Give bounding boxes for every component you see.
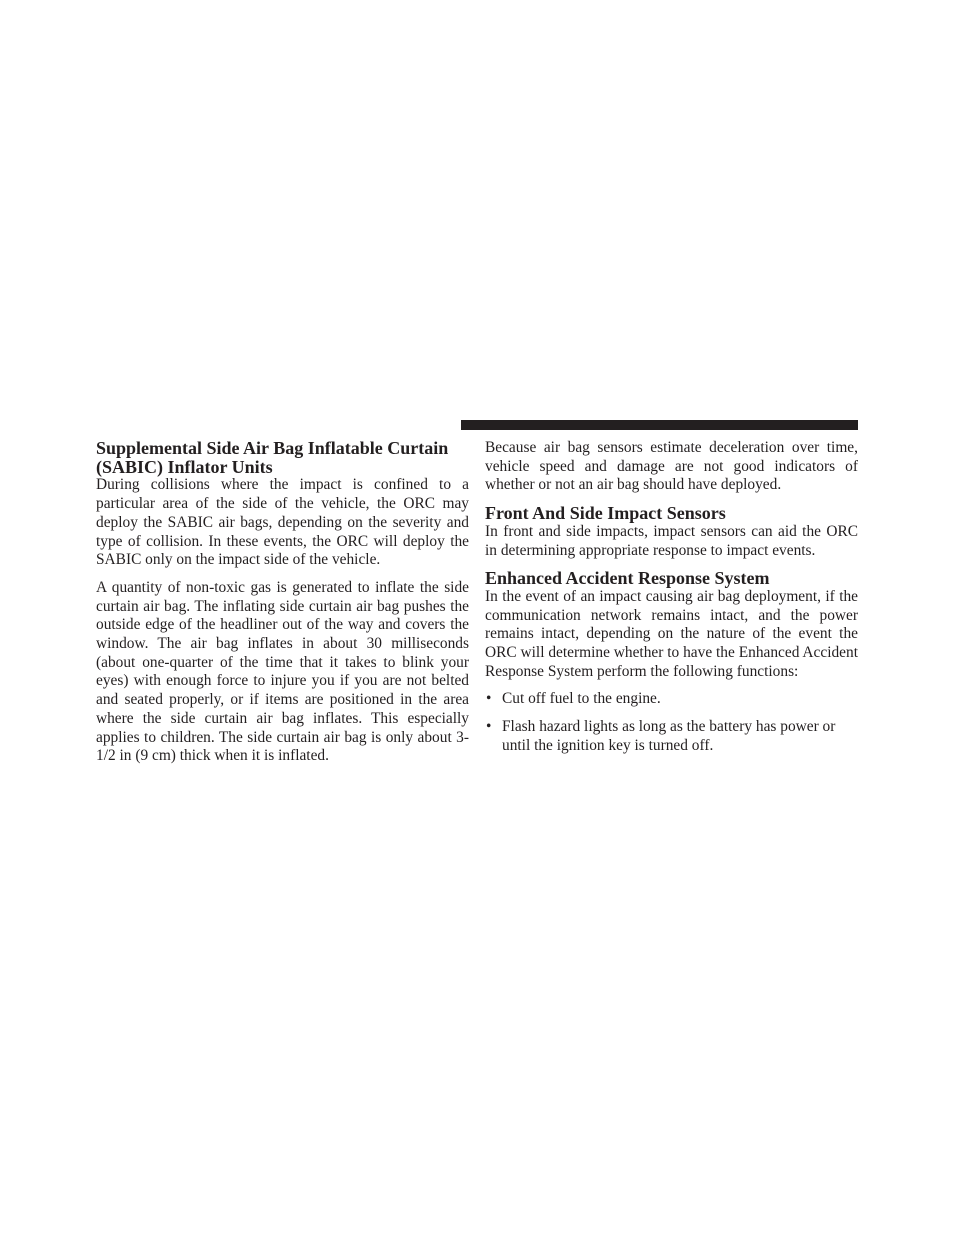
accident-response-paragraph: In the event of an impact causing air bag deployment, if the communication network remains intact, and the power remains intact, depending on the nature of the event the ORC will determine whether to have the Enhanced Accident Response System perform the following functions: [485, 587, 858, 680]
sensors-intro-paragraph: Because air bag sensors estimate deceleration over time, vehicle speed and damage are not good indicators of whether or not an air bag should have deployed. [485, 439, 858, 494]
sabic-paragraph-2: A quantity of non-toxic gas is generated to inflate the side curtain air bag. The inflating side curtain air bag pushes the outside edge of the headliner out of the way and covers the window. The air bag inflates in about 30 milliseconds (about one-quarter of the time that it takes to blink your eyes) with enough force to injure you if you are not belted and seated properly, or if items are positioned in the area where the side curtain air bag inflates. This especially applies to children. The side curtain air bag is only about 3-1/2 in (9 cm) thick when it is inflated. [96, 578, 469, 765]
right-column [485, 439, 858, 756]
impact-sensors-heading: Front And Side Impact Sensors [485, 503, 726, 524]
bullet-icon: • [486, 718, 492, 736]
list-item-text: Cut off fuel to the engine. [502, 690, 661, 708]
impact-sensors-paragraph: In front and side impacts, impact sensors can aid the ORC in determining appropriate response to impact events. [485, 522, 858, 559]
accident-response-heading: Enhanced Accident Response System [485, 568, 770, 589]
left-column [96, 439, 469, 766]
section-rule [461, 420, 858, 430]
functions-list [485, 690, 858, 755]
list-item [485, 718, 858, 755]
list-item-text: Flash hazard lights as long as the battery has power or until the ignition key is turned off. [502, 718, 836, 754]
sabic-paragraph-1: During collisions where the impact is confined to a particular area of the side of the vehicle, the ORC may deploy the SABIC air bags, depending on the severity and type of collision. In these events, the ORC will deploy the SABIC only on the impact side of the vehicle. [96, 476, 469, 569]
bullet-icon: • [486, 690, 492, 708]
list-item [485, 690, 858, 709]
sabic-heading: Supplemental Side Air Bag Inflatable Curtain (SABIC) Inflator Units [96, 438, 449, 477]
